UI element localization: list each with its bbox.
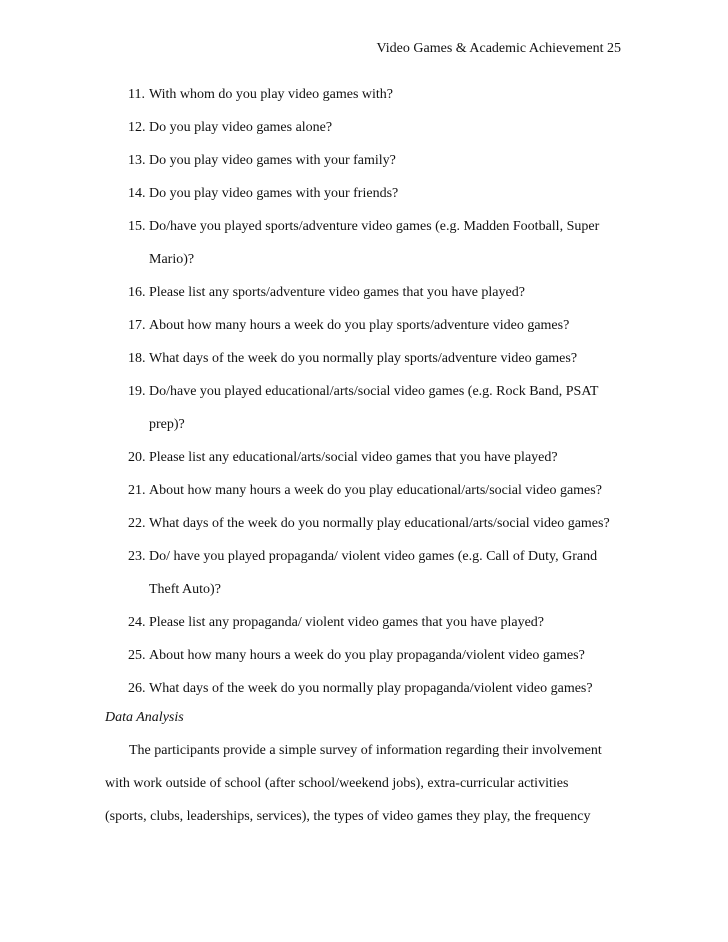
question-text [149,185,648,203]
survey-question [128,680,648,698]
question-text-line: What days of the week do you normally play propaganda/violent video games? [149,681,593,696]
survey-question [128,548,648,599]
survey-question [128,350,648,368]
question-number: 12. [128,120,146,135]
question-text-line: Do/ have you played propaganda/ violent video games (e.g. Call of Duty, Grand [149,549,598,564]
survey-question [128,482,648,500]
paragraph-line: with work outside of school (after school/weekend jobs), extra-curricular activities [105,776,569,791]
question-text-line: prep)? [149,417,185,432]
survey-question [128,284,648,302]
data-analysis-paragraph [105,742,625,841]
question-text [149,515,648,533]
running-head: Video Games & Academic Achievement 25 [376,41,621,56]
question-text-line: About how many hours a week do you play propaganda/violent video games? [149,648,585,663]
survey-question [128,515,648,533]
question-text-line: Please list any propaganda/ violent video games that you have played? [149,615,544,630]
question-text-line: Please list any sports/adventure video games that you have played? [149,285,525,300]
survey-question [128,185,648,203]
question-text-line: What days of the week do you normally play educational/arts/social video games? [149,516,610,531]
survey-question [128,152,648,170]
question-text-line: Do/have you played educational/arts/social video games (e.g. Rock Band, PSAT [149,384,599,399]
question-text-line: Do you play video games with your friends? [149,186,399,201]
survey-question [128,383,648,434]
question-number: 17. [128,318,146,333]
question-number: 16. [128,285,146,300]
question-number: 26. [128,681,146,696]
survey-question [128,647,648,665]
question-number: 19. [128,384,146,399]
question-text-line: About how many hours a week do you play sports/adventure video games? [149,318,570,333]
question-number: 18. [128,351,146,366]
question-text-line: Do you play video games alone? [149,120,333,135]
question-number: 22. [128,516,146,531]
question-text-line: Please list any educational/arts/social video games that you have played? [149,450,558,465]
question-text [149,317,648,335]
question-number: 14. [128,186,146,201]
question-text-line: Do you play video games with your family? [149,153,396,168]
question-text [149,680,648,698]
survey-question [128,119,648,137]
question-text [149,449,648,467]
question-text [149,350,648,368]
question-text [149,86,648,104]
question-text-line: About how many hours a week do you play educational/arts/social video games? [149,483,602,498]
question-number: 25. [128,648,146,663]
paragraph-line: (sports, clubs, leaderships, services), the types of video games they play, the frequency [105,809,591,824]
survey-question [128,317,648,335]
survey-question [128,614,648,632]
section-heading-data-analysis: Data Analysis [105,710,184,725]
question-text-line: Mario)? [149,252,195,267]
survey-question-list [128,86,648,713]
question-number: 11. [128,87,145,102]
question-text-line: With whom do you play video games with? [149,87,394,102]
question-text-line: Do/have you played sports/adventure video games (e.g. Madden Football, Super [149,219,600,234]
question-number: 20. [128,450,146,465]
question-number: 21. [128,483,146,498]
question-text [149,218,648,269]
question-text-line: Theft Auto)? [149,582,221,597]
question-number: 15. [128,219,146,234]
question-text [149,482,648,500]
question-text-line: What days of the week do you normally play sports/adventure video games? [149,351,578,366]
question-text [149,548,648,599]
question-number: 24. [128,615,146,630]
question-text [149,119,648,137]
question-number: 23. [128,549,146,564]
paragraph-line: The participants provide a simple survey of information regarding their involvement [129,743,602,758]
question-text [149,383,648,434]
question-text [149,152,648,170]
question-text [149,647,648,665]
question-text [149,614,648,632]
survey-question [128,86,648,104]
question-number: 13. [128,153,146,168]
survey-question [128,218,648,269]
survey-question [128,449,648,467]
question-text [149,284,648,302]
